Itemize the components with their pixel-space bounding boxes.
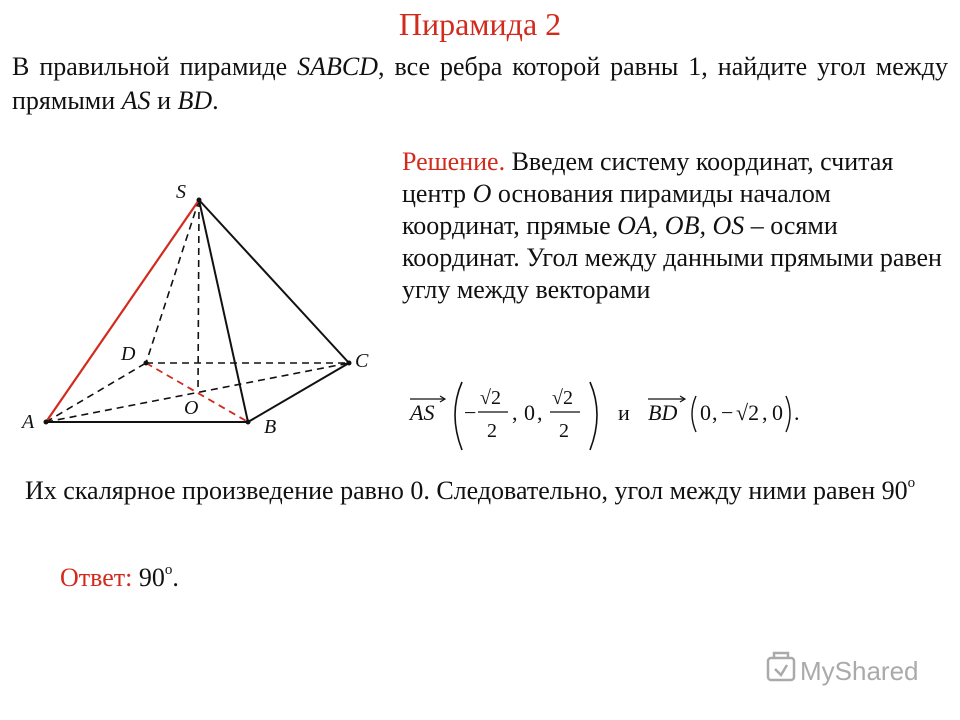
vertex-d bbox=[144, 361, 149, 366]
vertex-b bbox=[246, 420, 251, 425]
solution-text-1: Введем систему координат, считая центр bbox=[402, 147, 894, 208]
paren-right-bd bbox=[786, 396, 790, 432]
watermark bbox=[764, 650, 934, 690]
problem-statement bbox=[12, 50, 948, 118]
paren-left-as bbox=[455, 382, 462, 450]
vertex-a bbox=[44, 420, 49, 425]
conclusion-body: Их скалярное произведение равно 0. Следовательно, угол между ними равен 90 bbox=[25, 476, 908, 505]
label-b: B bbox=[264, 416, 277, 438]
as-minus: − bbox=[464, 400, 477, 425]
vector-bd-name: BD bbox=[648, 400, 678, 425]
label-d: D bbox=[121, 343, 136, 365]
edge-as bbox=[46, 200, 199, 422]
problem-text-2: , все ребра которой равны 1, найдите угол между прямыми bbox=[12, 52, 948, 115]
vectors-formula bbox=[404, 374, 844, 454]
vectors-conj: и bbox=[618, 400, 630, 425]
pyramid-name: SABCD bbox=[297, 52, 378, 81]
problem-text-3: и bbox=[150, 86, 178, 115]
vertex-c bbox=[347, 361, 352, 366]
paren-left-bd bbox=[692, 396, 696, 432]
slide-title: Пирамида 2 bbox=[398, 6, 562, 42]
as-comma-1: , bbox=[512, 400, 518, 425]
edge-sd bbox=[146, 200, 199, 363]
as-zero: 0 bbox=[524, 400, 535, 425]
edge-ad bbox=[46, 363, 146, 422]
problem-text-1: В правильной пирамиде bbox=[12, 52, 298, 81]
conclusion-text bbox=[25, 466, 935, 508]
label-s: S bbox=[176, 181, 186, 203]
edge-bc bbox=[248, 363, 349, 422]
solution-text-2: основания пирамиды началом координат, прямые bbox=[402, 179, 831, 240]
bd-comma-2: , bbox=[762, 400, 768, 425]
solution-text-3: – осями координат. Угол между данными прямыми равен углу между векторами bbox=[402, 211, 942, 304]
watermark-text: MyShared bbox=[800, 656, 919, 686]
bd-sqrt2: √2 bbox=[736, 400, 760, 425]
myshared-logo-icon bbox=[768, 653, 794, 680]
center-name: O bbox=[472, 179, 492, 208]
as-comma-2: , bbox=[537, 400, 543, 425]
bd-zero-1: 0 bbox=[700, 400, 711, 425]
line-as: AS bbox=[121, 86, 151, 115]
bd-comma-1: , bbox=[712, 400, 718, 425]
edge-sb bbox=[199, 200, 248, 422]
vertex-s bbox=[197, 198, 202, 203]
answer-degree: o bbox=[164, 562, 173, 578]
line-bd: BD bbox=[177, 86, 213, 115]
bd-minus: − bbox=[721, 400, 734, 425]
solution-text bbox=[402, 146, 950, 306]
answer-value: 90 bbox=[132, 563, 165, 592]
bd-end-period: . bbox=[794, 400, 800, 425]
answer-label: Ответ: bbox=[60, 563, 133, 592]
edge-sc bbox=[199, 200, 349, 363]
as-frac2-den: 2 bbox=[559, 420, 569, 442]
paren-right-as bbox=[590, 382, 597, 450]
bd-zero-2: 0 bbox=[772, 400, 783, 425]
as-frac2-num: √2 bbox=[552, 387, 573, 409]
vector-as-name: AS bbox=[410, 400, 435, 425]
label-a: A bbox=[22, 411, 35, 433]
label-o: O bbox=[184, 397, 199, 419]
axes-names: OA, OB, OS bbox=[617, 211, 745, 240]
solution-label: Решение. bbox=[402, 147, 506, 176]
pyramid-figure bbox=[14, 170, 384, 440]
problem-text-4: . bbox=[212, 86, 219, 115]
conclusion-degree: o bbox=[907, 475, 916, 491]
as-frac1-num: √2 bbox=[480, 387, 501, 409]
answer-period: . bbox=[172, 563, 179, 592]
answer bbox=[60, 562, 179, 593]
label-c: C bbox=[355, 350, 369, 372]
as-frac1-den: 2 bbox=[487, 420, 497, 442]
